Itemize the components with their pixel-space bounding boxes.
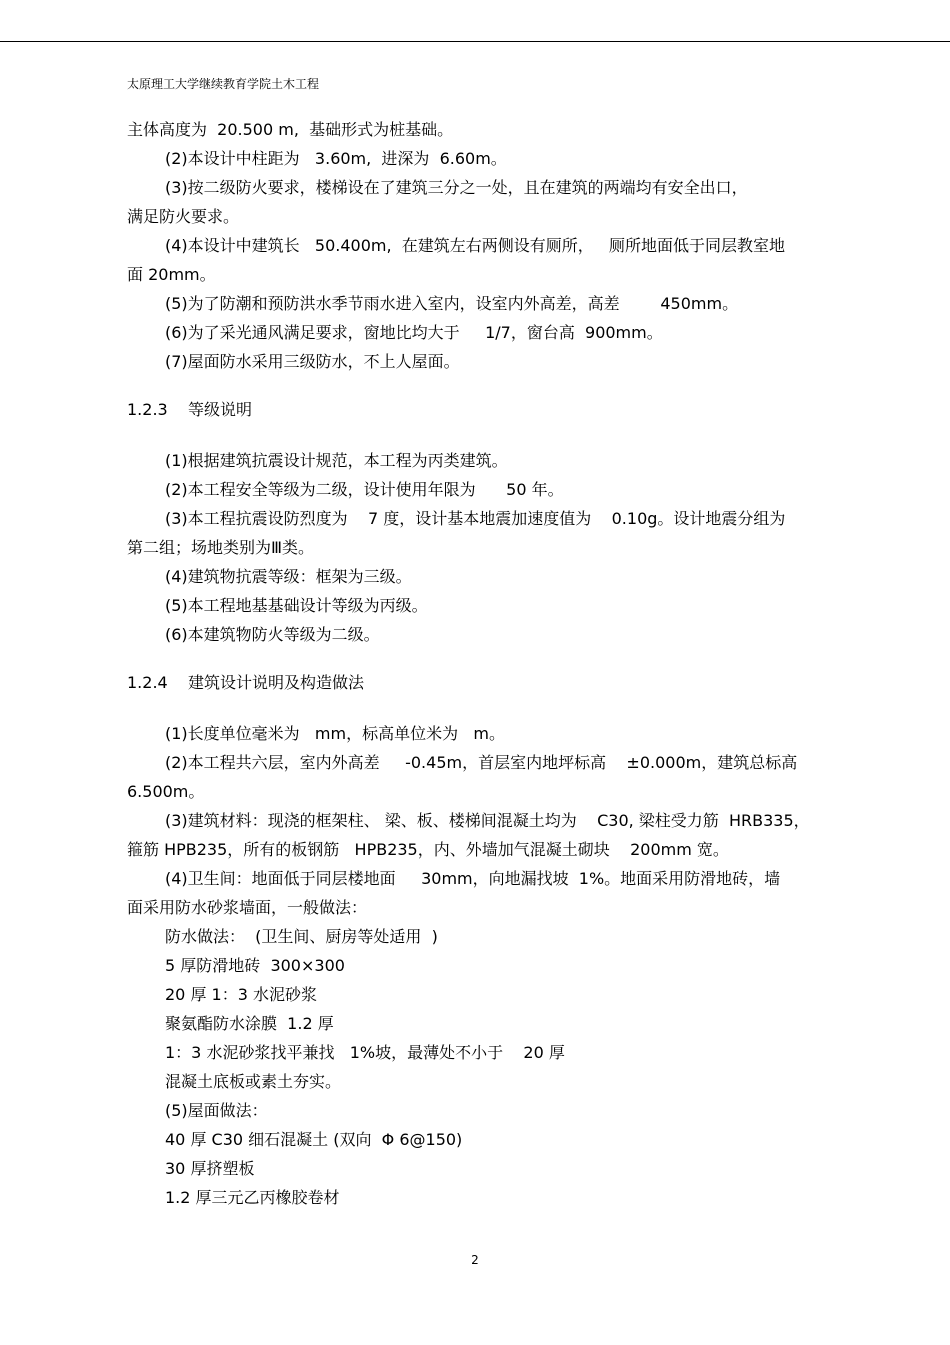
body-line: (2)本工程共六层，室内外高差 -0.45m，首层室内地坪标高 ±0.000m，建筑总标高 <box>165 753 798 772</box>
body-line: (6)本建筑物防火等级为二级。 <box>165 625 380 644</box>
body-line: 满足防火要求。 <box>127 207 240 226</box>
section-heading-1-2-4: 1.2.4 建筑设计说明及构造做法 <box>127 673 365 692</box>
body-line: (4)建筑物抗震等级：框架为三级。 <box>165 567 412 586</box>
running-header: 太原理工大学继续教育学院土木工程 <box>127 77 320 91</box>
body-line: 主体高度为 20.500 m, 基础形式为桩基础。 <box>127 120 454 139</box>
body-line: 防水做法： (卫生间、厨房等处适用 ) <box>165 927 438 946</box>
body-line: 6.500m。 <box>127 782 205 801</box>
body-line: (5)为了防潮和预防洪水季节雨水进入室内，设室内外高差，高差 450mm。 <box>165 294 739 313</box>
page-number: 2 <box>471 1253 479 1267</box>
body-line: 1.2 厚三元乙丙橡胶卷材 <box>165 1188 340 1207</box>
header-rule <box>0 41 950 42</box>
body-line: 1：3 水泥砂浆找平兼找 1%坡，最薄处不小于 20 厚 <box>165 1043 565 1062</box>
body-line: (2)本工程安全等级为二级，设计使用年限为 50 年。 <box>165 480 564 499</box>
body-line: (5)屋面做法： <box>165 1101 268 1120</box>
body-line: 第二组；场地类别为Ⅲ类。 <box>127 538 315 557</box>
body-line: 面 20mm。 <box>127 265 216 284</box>
body-line: (3)按二级防火要求，楼梯设在了建筑三分之一处，且在建筑的两端均有安全出口， <box>165 178 748 197</box>
body-line: 20 厚 1：3 水泥砂浆 <box>165 985 317 1004</box>
body-line: (2)本设计中柱距为 3.60m, 进深为 6.60m。 <box>165 149 507 168</box>
body-line: (3)建筑材料：现浇的框架柱、 梁、板、楼梯间混凝土均为 C30, 梁柱受力筋 HRB335， <box>165 811 810 830</box>
body-line: (5)本工程地基基础设计等级为丙级。 <box>165 596 428 615</box>
body-line: (7)屋面防水采用三级防水，不上人屋面。 <box>165 352 460 371</box>
body-line: 面采用防水砂浆墙面，一般做法： <box>127 898 368 917</box>
body-line: (4)卫生间：地面低于同层楼地面 30mm，向地漏找坡 1%。地面采用防滑地砖，墙 <box>165 869 781 888</box>
body-line: (4)本设计中建筑长 50.400m, 在建筑左右两侧设有厕所， 厕所地面低于同层教室地 <box>165 236 786 255</box>
section-heading-1-2-3: 1.2.3 等级说明 <box>127 400 253 419</box>
body-line: 箍筋 HPB235，所有的板钢筋 HPB235，内、外墙加气混凝土砌块 200mm 宽。 <box>127 840 729 859</box>
body-line: (1)根据建筑抗震设计规范，本工程为丙类建筑。 <box>165 451 508 470</box>
body-line: (1)长度单位毫米为 mm，标高单位米为 m。 <box>165 724 505 743</box>
body-line: 5 厚防滑地砖 300×300 <box>165 956 345 975</box>
body-line: 混凝土底板或素土夯实。 <box>165 1072 342 1091</box>
body-line: (6)为了采光通风满足要求，窗地比均大于 1/7，窗台高 900mm。 <box>165 323 663 342</box>
body-line: (3)本工程抗震设防烈度为 7 度，设计基本地震加速度值为 0.10g。设计地震分组为 <box>165 509 786 528</box>
page-body <box>127 120 842 1208</box>
body-line: 40 厚 C30 细石混凝土 (双向 Φ 6@150) <box>165 1130 463 1149</box>
body-line: 30 厚挤塑板 <box>165 1159 255 1178</box>
body-line: 聚氨酯防水涂膜 1.2 厚 <box>165 1014 334 1033</box>
